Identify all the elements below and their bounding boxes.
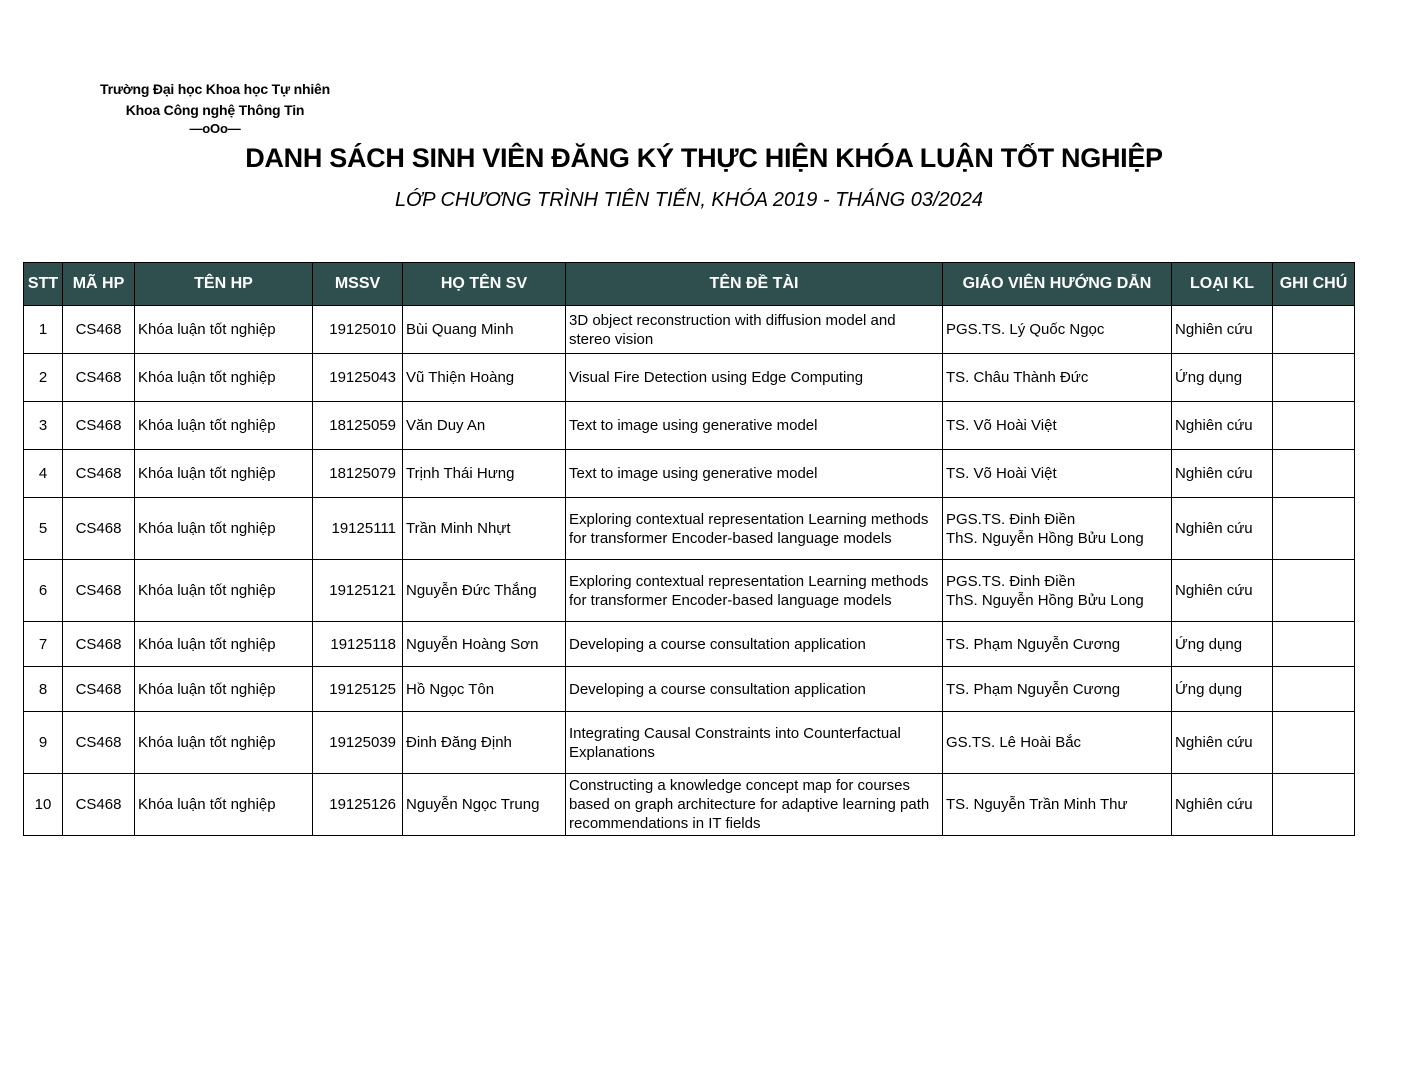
col-header-ho-ten: HỌ TÊN SV (403, 263, 566, 306)
col-header-gvhd: GIÁO VIÊN HƯỚNG DẪN (943, 263, 1172, 306)
faculty-name: Khoa Công nghệ Thông Tin (125, 102, 305, 118)
cell-gvhd (943, 498, 1172, 560)
table-row (24, 712, 1355, 774)
cell-de-tai: Exploring contextual representation Learning methods for transformer Encoder-based language models (566, 560, 943, 622)
cell-ho-ten: Vũ Thiện Hoàng (403, 354, 566, 402)
ornament-divider: —oOo— (189, 121, 241, 136)
university-name: Trường Đại học Khoa học Tự nhiên (100, 81, 330, 97)
table-row (24, 774, 1355, 836)
cell-ten-hp: Khóa luận tốt nghiệp (135, 667, 313, 712)
advisor-name: PGS.TS. Lý Quốc Ngọc (946, 321, 1105, 338)
advisor-name: ThS. Nguyễn Hồng Bửu Long (946, 529, 1144, 547)
table-header-row (24, 263, 1355, 306)
cell-mssv: 19125043 (313, 354, 403, 402)
cell-ghi-chu (1273, 450, 1355, 498)
cell-ma-hp: CS468 (63, 402, 135, 450)
table-row (24, 498, 1355, 560)
table-row (24, 354, 1355, 402)
col-header-de-tai: TÊN ĐỀ TÀI (566, 263, 943, 306)
cell-de-tai: 3D object reconstruction with diffusion model and stereo vision (566, 306, 943, 354)
cell-mssv: 19125111 (313, 498, 403, 560)
cell-ho-ten: Hồ Ngọc Tôn (403, 667, 566, 712)
advisor-name: TS. Châu Thành Đức (946, 369, 1089, 386)
cell-ghi-chu (1273, 667, 1355, 712)
document-subtitle: LỚP CHƯƠNG TRÌNH TIÊN TIẾN, KHÓA 2019 - THÁNG 03/2024 (394, 189, 984, 211)
cell-de-tai: Developing a course consultation application (566, 667, 943, 712)
cell-stt: 3 (24, 402, 63, 450)
cell-loai-kl: Nghiên cứu (1172, 712, 1273, 774)
cell-ghi-chu (1273, 774, 1355, 836)
col-header-ten-hp: TÊN HP (135, 263, 313, 306)
cell-gvhd (943, 712, 1172, 774)
cell-mssv: 19125126 (313, 774, 403, 836)
advisor-name: GS.TS. Lê Hoài Bắc (946, 734, 1082, 751)
cell-stt: 6 (24, 560, 63, 622)
cell-stt: 2 (24, 354, 63, 402)
cell-gvhd (943, 622, 1172, 667)
cell-ma-hp: CS468 (63, 667, 135, 712)
cell-ghi-chu (1273, 402, 1355, 450)
cell-ten-hp: Khóa luận tốt nghiệp (135, 498, 313, 560)
cell-ma-hp: CS468 (63, 354, 135, 402)
cell-loai-kl: Nghiên cứu (1172, 450, 1273, 498)
cell-ma-hp: CS468 (63, 450, 135, 498)
cell-mssv: 19125121 (313, 560, 403, 622)
cell-ghi-chu (1273, 354, 1355, 402)
cell-ghi-chu (1273, 622, 1355, 667)
cell-gvhd (943, 402, 1172, 450)
cell-loai-kl: Nghiên cứu (1172, 774, 1273, 836)
cell-gvhd (943, 306, 1172, 354)
cell-stt: 10 (24, 774, 63, 836)
cell-ho-ten: Bùi Quang Minh (403, 306, 566, 354)
cell-ten-hp: Khóa luận tốt nghiệp (135, 560, 313, 622)
cell-ghi-chu (1273, 498, 1355, 560)
table-row (24, 402, 1355, 450)
cell-ten-hp: Khóa luận tốt nghiệp (135, 450, 313, 498)
advisor-name: PGS.TS. Đinh Điền (946, 510, 1076, 528)
cell-ma-hp: CS468 (63, 774, 135, 836)
cell-ho-ten: Trần Minh Nhựt (403, 498, 566, 560)
cell-ho-ten: Nguyễn Đức Thắng (403, 560, 566, 622)
cell-loai-kl: Nghiên cứu (1172, 402, 1273, 450)
cell-ma-hp: CS468 (63, 560, 135, 622)
cell-de-tai: Text to image using generative model (566, 450, 943, 498)
cell-gvhd (943, 667, 1172, 712)
cell-mssv: 18125059 (313, 402, 403, 450)
advisor-name: TS. Nguyễn Trần Minh Thư (946, 796, 1128, 813)
cell-ten-hp: Khóa luận tốt nghiệp (135, 402, 313, 450)
advisor-name: PGS.TS. Đinh Điền (946, 572, 1076, 590)
advisor-name: TS. Phạm Nguyễn Cương (946, 680, 1121, 698)
cell-de-tai: Developing a course consultation application (566, 622, 943, 667)
cell-gvhd (943, 450, 1172, 498)
cell-mssv: 19125039 (313, 712, 403, 774)
cell-loai-kl: Ứng dụng (1172, 354, 1273, 402)
cell-ma-hp: CS468 (63, 306, 135, 354)
cell-loai-kl: Nghiên cứu (1172, 498, 1273, 560)
table-row (24, 450, 1355, 498)
cell-ho-ten: Văn Duy An (403, 402, 566, 450)
cell-de-tai: Integrating Causal Constraints into Counterfactual Explanations (566, 712, 943, 774)
cell-gvhd (943, 560, 1172, 622)
cell-ma-hp: CS468 (63, 498, 135, 560)
cell-ghi-chu (1273, 560, 1355, 622)
cell-loai-kl: Ứng dụng (1172, 622, 1273, 667)
table-row (24, 560, 1355, 622)
cell-mssv: 19125118 (313, 622, 403, 667)
advisor-name: TS. Võ Hoài Việt (946, 465, 1057, 482)
cell-mssv: 19125010 (313, 306, 403, 354)
cell-ten-hp: Khóa luận tốt nghiệp (135, 354, 313, 402)
cell-stt: 5 (24, 498, 63, 560)
cell-stt: 7 (24, 622, 63, 667)
cell-ghi-chu (1273, 306, 1355, 354)
cell-de-tai: Exploring contextual representation Learning methods for transformer Encoder-based language models (566, 498, 943, 560)
col-header-ghi-chu: GHI CHÚ (1273, 263, 1355, 306)
cell-stt: 8 (24, 667, 63, 712)
col-header-loai-kl: LOẠI KL (1172, 263, 1273, 306)
cell-mssv: 19125125 (313, 667, 403, 712)
table-body (24, 306, 1355, 836)
advisor-name: TS. Võ Hoài Việt (946, 417, 1057, 434)
cell-stt: 9 (24, 712, 63, 774)
cell-ho-ten: Đinh Đăng Định (403, 712, 566, 774)
cell-ho-ten: Trịnh Thái Hưng (403, 450, 566, 498)
col-header-mssv: MSSV (313, 263, 403, 306)
cell-loai-kl: Ứng dụng (1172, 667, 1273, 712)
cell-stt: 4 (24, 450, 63, 498)
cell-ten-hp: Khóa luận tốt nghiệp (135, 622, 313, 667)
cell-loai-kl: Nghiên cứu (1172, 306, 1273, 354)
cell-stt: 1 (24, 306, 63, 354)
cell-ma-hp: CS468 (63, 622, 135, 667)
cell-ten-hp: Khóa luận tốt nghiệp (135, 306, 313, 354)
cell-de-tai: Text to image using generative model (566, 402, 943, 450)
advisor-name: TS. Phạm Nguyễn Cương (946, 635, 1121, 653)
document-title: DANH SÁCH SINH VIÊN ĐĂNG KÝ THỰC HIỆN KHÓA LUẬN TỐT NGHIỆP (245, 143, 1163, 173)
cell-ghi-chu (1273, 712, 1355, 774)
table-row (24, 622, 1355, 667)
cell-de-tai: Constructing a knowledge concept map for courses based on graph architecture for adaptive learning path recommendations in IT fields (566, 774, 943, 836)
cell-ten-hp: Khóa luận tốt nghiệp (135, 712, 313, 774)
cell-ten-hp: Khóa luận tốt nghiệp (135, 774, 313, 836)
cell-gvhd (943, 774, 1172, 836)
student-thesis-table (23, 262, 1355, 836)
cell-ho-ten: Nguyễn Hoàng Sơn (403, 622, 566, 667)
col-header-stt: STT (24, 263, 63, 306)
cell-de-tai: Visual Fire Detection using Edge Computing (566, 354, 943, 402)
cell-mssv: 18125079 (313, 450, 403, 498)
cell-ho-ten: Nguyễn Ngọc Trung (403, 774, 566, 836)
col-header-ma-hp: MÃ HP (63, 263, 135, 306)
table-row (24, 306, 1355, 354)
advisor-name: ThS. Nguyễn Hồng Bửu Long (946, 591, 1144, 609)
cell-ma-hp: CS468 (63, 712, 135, 774)
cell-loai-kl: Nghiên cứu (1172, 560, 1273, 622)
table-row (24, 667, 1355, 712)
cell-gvhd (943, 354, 1172, 402)
